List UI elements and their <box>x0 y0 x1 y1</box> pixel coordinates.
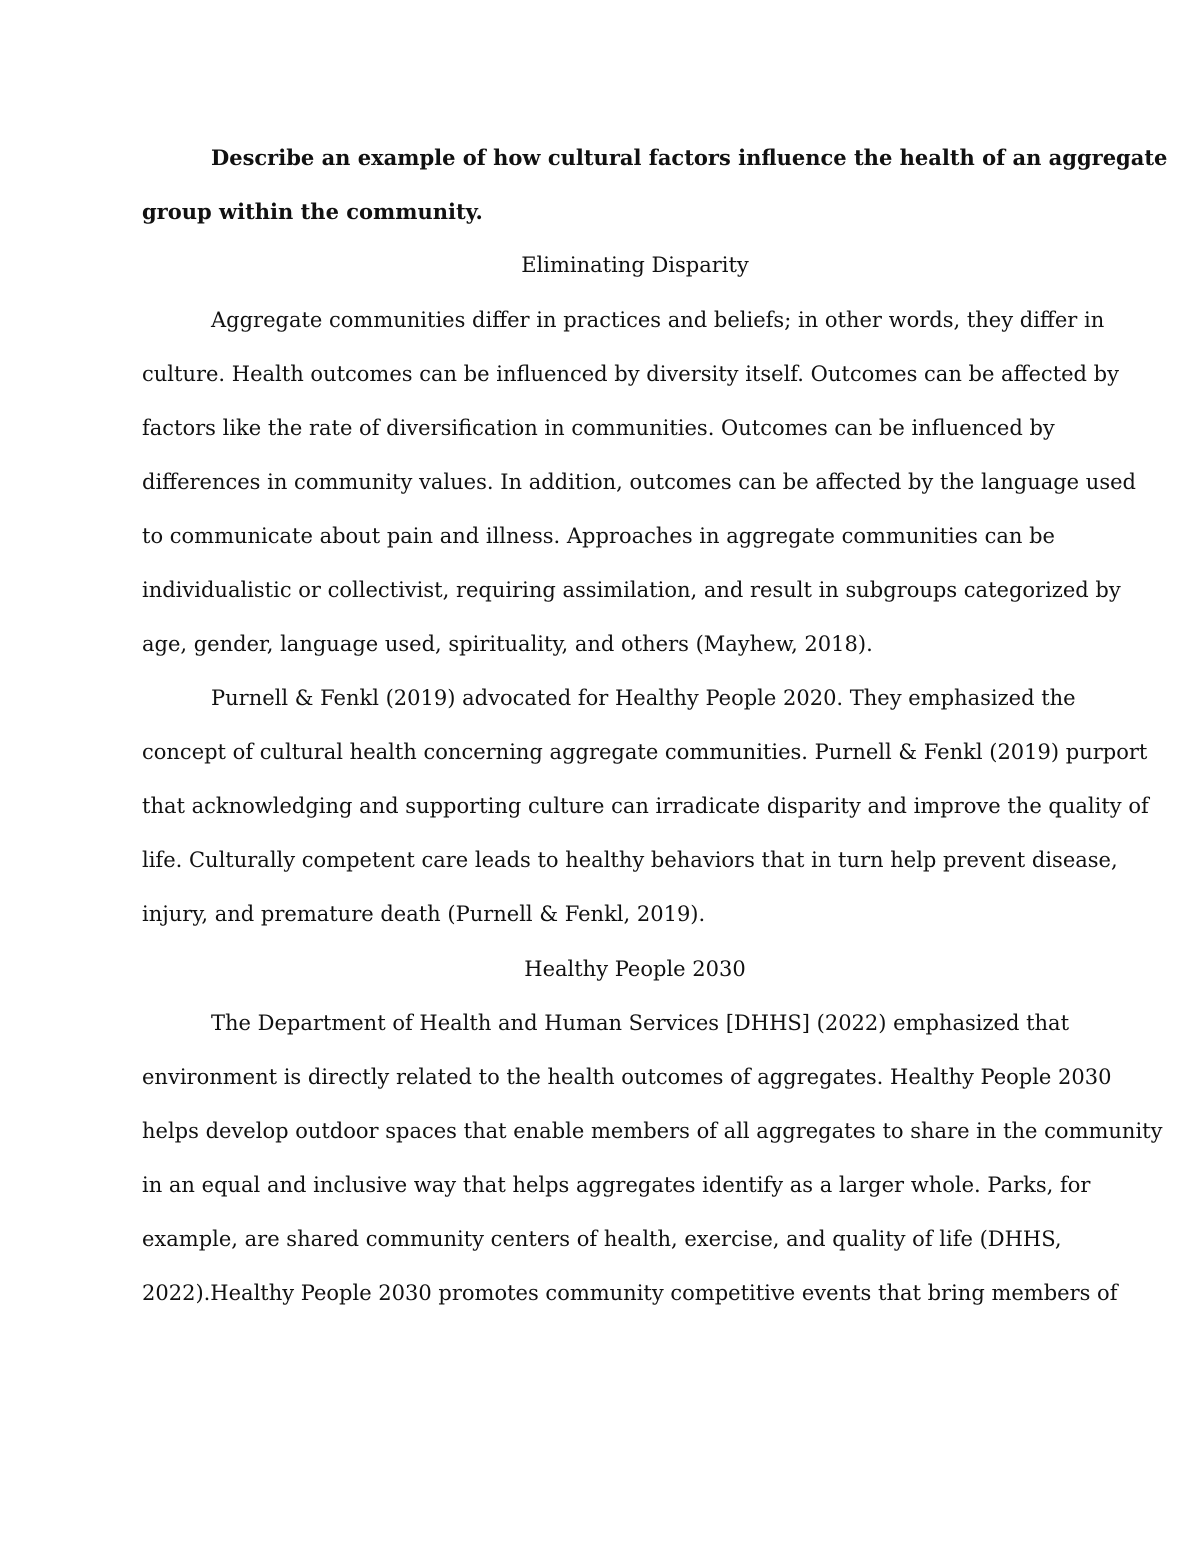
paragraph-line: concept of cultural health concerning aggregate communities. Purnell & Fenkl (2019) purport <box>142 740 1148 764</box>
paragraph-line: that acknowledging and supporting culture can irradicate disparity and improve the quality of <box>142 794 1149 818</box>
paragraph-line: environment is directly related to the health outcomes of aggregates. Healthy People 2030 <box>142 1065 1112 1089</box>
paragraph-line: individualistic or collectivist, requiring assimilation, and result in subgroups categorized by <box>142 578 1121 602</box>
section-heading-healthy-people-2030: Healthy People 2030 <box>524 957 746 981</box>
paragraph-line: example, are shared community centers of health, exercise, and quality of life (DHHS, <box>142 1227 1062 1251</box>
paragraph-line: The Department of Health and Human Services [DHHS] (2022) emphasized that <box>211 1011 1070 1035</box>
question-line-2: group within the community. <box>142 199 483 224</box>
paragraph-line: in an equal and inclusive way that helps aggregates identify as a larger whole. Parks, for <box>142 1173 1091 1197</box>
paragraph-line: 2022).Healthy People 2030 promotes community competitive events that bring members of <box>142 1281 1118 1305</box>
paragraph-line: to communicate about pain and illness. Approaches in aggregate communities can be <box>142 524 1055 548</box>
paragraph-line: Aggregate communities differ in practices and beliefs; in other words, they differ in <box>211 308 1105 332</box>
paragraph-line: culture. Health outcomes can be influenced by diversity itself. Outcomes can be affected by <box>142 362 1119 386</box>
paragraph-line: helps develop outdoor spaces that enable members of all aggregates to share in the community <box>142 1119 1163 1143</box>
paragraph-line: differences in community values. In addition, outcomes can be affected by the language used <box>142 470 1136 494</box>
paragraph-line: age, gender, language used, spirituality, and others (Mayhew, 2018). <box>142 632 873 656</box>
paragraph-line: factors like the rate of diversification in communities. Outcomes can be influenced by <box>142 416 1055 440</box>
paragraph-line: life. Culturally competent care leads to healthy behaviors that in turn help prevent disease, <box>142 848 1118 872</box>
paragraph-line: injury, and premature death (Purnell & Fenkl, 2019). <box>142 902 706 926</box>
question-line-1: Describe an example of how cultural factors influence the health of an aggregate <box>211 145 1168 170</box>
section-heading-eliminating-disparity: Eliminating Disparity <box>521 253 749 277</box>
paragraph-line: Purnell & Fenkl (2019) advocated for Healthy People 2020. They emphasized the <box>211 686 1076 710</box>
